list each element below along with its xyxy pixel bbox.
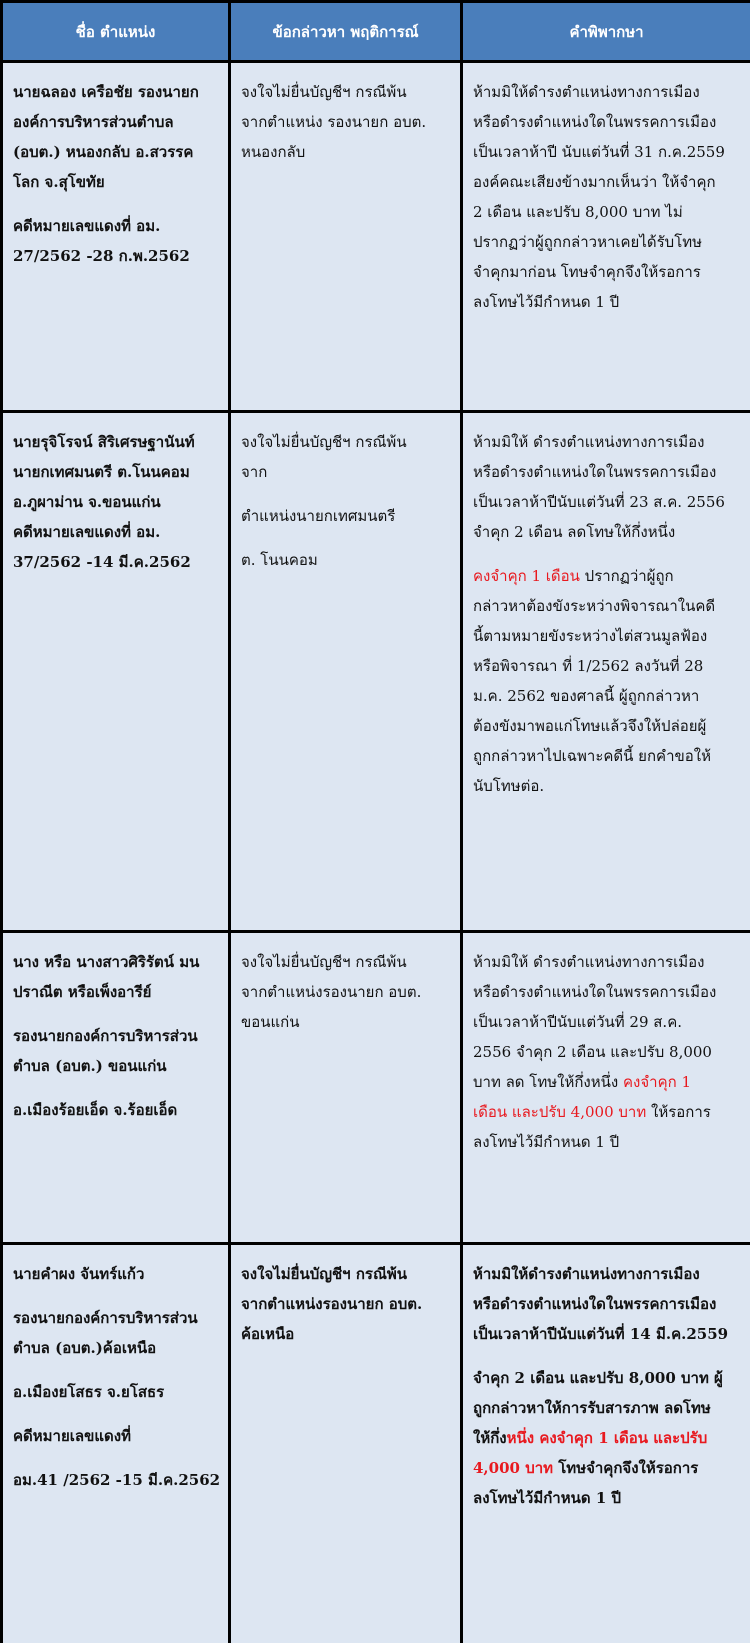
table-header-row	[0, 0, 750, 60]
charge-cell	[228, 60, 460, 410]
name-line: นายกเทศมนตรี ต.โนนคอม	[13, 463, 190, 481]
verdict-text: โทษจำคุกจึงให้รอการ	[553, 1459, 699, 1477]
name-line: นาง หรือ นางสาวศิริรัตน์ มน	[13, 953, 200, 971]
sentence-highlight: หนึ่ง คงจำคุก 1 เดือน และปรับ	[506, 1429, 708, 1447]
case-number: คดีหมายเลขแดงที่ อม.	[13, 217, 161, 235]
verdict-line: นี้ตามหมายขังระหว่างไต่สวนมูลฟ้อง	[473, 627, 708, 645]
verdict-line	[473, 1453, 741, 1483]
verdict-line: องค์คณะเสียงข้างมากเห็นว่า ให้จำคุก	[473, 173, 716, 191]
verdict-line: 2556 จำคุก 2 เดือน และปรับ 8,000	[473, 1043, 712, 1061]
name-cell	[0, 60, 228, 410]
verdict-line: 2 เดือน และปรับ 8,000 บาท ไม่	[473, 203, 683, 221]
verdict-line: จำคุกมาก่อน โทษจำคุกจึงให้รอการ	[473, 263, 701, 281]
verdict-line: ปรากฏว่าผู้ถูกกล่าวหาเคยได้รับโทษ	[473, 233, 703, 251]
name-line: นายคำผง จันทร์แก้ว	[13, 1265, 145, 1283]
charge-line: ต. โนนคอม	[241, 551, 318, 569]
name-line: ปราณีต หรือเพ็งอารีย์	[13, 983, 152, 1001]
verdict-line: ต้องขังมาพอแก่โทษแล้วจึงให้ปล่อยผู้	[473, 717, 707, 735]
charge-line: จงใจไม่ยื่นบัญชีฯ กรณีพ้น	[241, 1265, 408, 1283]
verdict-line: ถูกกล่าวหาไปเฉพาะคดีนี้ ยกคำขอให้	[473, 747, 711, 765]
charge-line: จงใจไม่ยื่นบัญชีฯ กรณีพ้น	[241, 953, 407, 971]
verdict-line: จำคุก 2 เดือน ลดโทษให้กึ่งหนึ่ง	[473, 523, 676, 541]
charge-line: ขอนแก่น	[241, 1013, 300, 1031]
header-name-position: ชื่อ ตำแหน่ง	[0, 0, 228, 60]
verdict-line: นับโทษต่อ.	[473, 777, 545, 795]
verdict-text: ปรากฏว่าผู้ถูก	[579, 567, 674, 585]
name-line: อ.ภูผาม่าน จ.ขอนแก่น	[13, 493, 161, 511]
verdict-line: หรือดำรงตำแหน่งใดในพรรคการเมือง	[473, 463, 717, 481]
name-cell	[0, 410, 228, 930]
verdict-line: หรือดำรงตำแหน่งใดในพรรคการเมือง	[473, 113, 717, 131]
verdict-line: ลงโทษไว้มีกำหนด 1 ปี	[473, 293, 620, 311]
charge-line: ตำแหน่งนายกเทศมนตรี	[241, 507, 396, 525]
name-line: ตำบล (อบต.)ค้อเหนือ	[13, 1339, 157, 1357]
verdict-line: ลงโทษไว้มีกำหนด 1 ปี	[473, 1133, 620, 1151]
table-row	[0, 410, 750, 930]
verdict-line: ห้ามมิให้ดำรงตำแหน่งทางการเมือง	[473, 83, 700, 101]
verdict-line: หรือดำรงตำแหน่งใดในพรรคการเมือง	[473, 983, 717, 1001]
charge-line: จากตำแหน่งรองนายก อบต.	[241, 1295, 423, 1313]
name-line: องค์การบริหารส่วนตำบล	[13, 113, 174, 131]
verdict-line: ถูกกล่าวหาให้การรับสารภาพ ลดโทษ	[473, 1399, 711, 1417]
verdict-cell	[460, 410, 750, 930]
name-line: โลก จ.สุโขทัย	[13, 173, 105, 191]
charge-line: จากตำแหน่ง รองนายก อบต.	[241, 113, 427, 131]
verdict-line: จำคุก 2 เดือน และปรับ 8,000 บาท ผู้	[473, 1369, 723, 1387]
verdict-line	[473, 1423, 741, 1453]
charge-line: จงใจไม่ยื่นบัญชีฯ กรณีพ้น	[241, 83, 407, 101]
sentence-highlight: คงจำคุก 1	[623, 1073, 691, 1091]
name-cell	[0, 1242, 228, 1643]
charge-line: จาก	[241, 463, 268, 481]
table-row	[0, 60, 750, 410]
verdict-line	[473, 1097, 741, 1127]
verdict-text: ให้กึ่ง	[473, 1429, 507, 1447]
verdict-line: เป็นเวลาห้าปี นับแต่วันที่ 31 ก.ค.2559	[473, 143, 725, 161]
verdict-line: เป็นเวลาห้าปีนับแต่วันที่ 29 ส.ค.	[473, 1013, 682, 1031]
name-line: รองนายกองค์การบริหารส่วน	[13, 1309, 198, 1327]
verdict-line	[473, 561, 741, 591]
verdict-line	[473, 1067, 741, 1097]
charge-line: จากตำแหน่งรองนายก อบต.	[241, 983, 422, 1001]
verdict-cell	[460, 1242, 750, 1643]
charge-cell	[228, 1242, 460, 1643]
charge-cell	[228, 930, 460, 1242]
case-number: อม.41 /2562 -15 มี.ค.2562	[13, 1471, 221, 1489]
name-line: (อบต.) หนองกลับ อ.สวรรค	[13, 143, 194, 161]
verdict-line: กล่าวหาต้องขังระหว่างพิจารณาในคดี	[473, 597, 716, 615]
verdict-line: เป็นเวลาห้าปีนับแต่วันที่ 23 ส.ค. 2556	[473, 493, 725, 511]
name-cell	[0, 930, 228, 1242]
header-verdict: คำพิพากษา	[460, 0, 750, 60]
name-line: อ.เมืองยโสธร จ.ยโสธร	[13, 1383, 165, 1401]
case-number: คดีหมายเลขแดงที่	[13, 1427, 131, 1445]
sentence-highlight: คงจำคุก 1 เดือน	[473, 567, 580, 585]
case-number: 27/2562 -28 ก.พ.2562	[13, 247, 190, 265]
charge-line: หนองกลับ	[241, 143, 306, 161]
header-charge: ข้อกล่าวหา พฤติการณ์	[228, 0, 460, 60]
sentence-highlight: เดือน และปรับ 4,000 บาท	[473, 1103, 647, 1121]
table-row	[0, 1242, 750, 1643]
verdict-line: เป็นเวลาห้าปีนับแต่วันที่ 14 มี.ค.2559	[473, 1325, 729, 1343]
verdict-line: ม.ค. 2562 ของศาลนี้ ผู้ถูกกล่าวหา	[473, 687, 700, 705]
sentence-highlight: 4,000 บาท	[473, 1459, 554, 1477]
verdict-line: หรือดำรงตำแหน่งใดในพรรคการเมือง	[473, 1295, 717, 1313]
table-row	[0, 930, 750, 1242]
name-line: นายฉลอง เครือชัย รองนายก	[13, 83, 199, 101]
verdict-line: ห้ามมิให้ดำรงตำแหน่งทางการเมือง	[473, 1265, 700, 1283]
charge-line: ค้อเหนือ	[241, 1325, 295, 1343]
verdict-cell	[460, 60, 750, 410]
verdict-text: ให้รอการ	[646, 1103, 711, 1121]
verdict-line: ห้ามมิให้ ดำรงตำแหน่งทางการเมือง	[473, 953, 705, 971]
case-number: 37/2562 -14 มี.ค.2562	[13, 553, 191, 571]
case-number: คดีหมายเลขแดงที่ อม.	[13, 523, 161, 541]
name-line: ตำบล (อบต.) ขอนแก่น	[13, 1057, 167, 1075]
verdict-text: บาท ลด โทษให้กึ่งหนึ่ง	[473, 1073, 623, 1091]
charge-line: จงใจไม่ยื่นบัญชีฯ กรณีพ้น	[241, 433, 407, 451]
name-line: นายรุจิโรจน์ สิริเศรษฐานันท์	[13, 433, 195, 451]
verdict-line: หรือพิจารณา ที่ 1/2562 ลงวันที่ 28	[473, 657, 704, 675]
verdict-cell	[460, 930, 750, 1242]
name-line: รองนายกองค์การบริหารส่วน	[13, 1027, 198, 1045]
verdict-line: ห้ามมิให้ ดำรงตำแหน่งทางการเมือง	[473, 433, 705, 451]
name-line: อ.เมืองร้อยเอ็ด จ.ร้อยเอ็ด	[13, 1101, 178, 1119]
charge-cell	[228, 410, 460, 930]
verdict-line: ลงโทษไว้มีกำหนด 1 ปี	[473, 1489, 621, 1507]
